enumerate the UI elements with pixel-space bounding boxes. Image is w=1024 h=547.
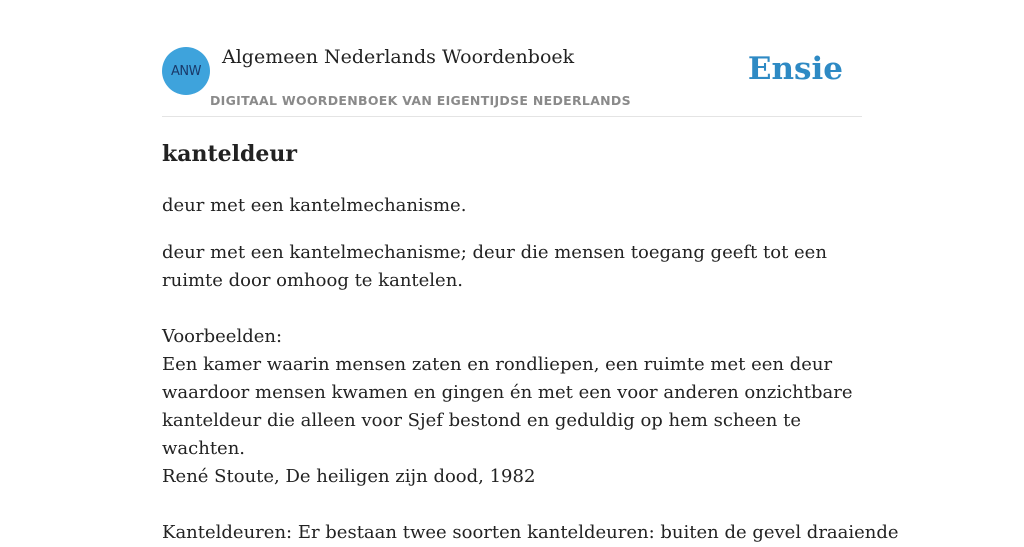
examples-label: Voorbeelden: [162, 326, 283, 347]
example-quote: Een kamer waarin mensen zaten en rondliepen, een ruimte met een deur waardoor mensen kwamen en gingen én met een voor anderen onzichtbare kanteldeur die alleen voor Sjef bestond en geduldig op hem scheen te wachten. [162, 354, 853, 459]
short-definition: deur met een kantelmechanisme. [162, 195, 467, 216]
site-header [162, 0, 862, 117]
page-title: kanteldeur [162, 141, 297, 167]
site-subtitle: DIGITAAL WOORDENBOEK VAN EIGENTIJDSE NEDERLANDS [210, 93, 631, 108]
entry-content [162, 138, 899, 547]
example-quote-2: Kanteldeuren: Er bestaan twee soorten kanteldeuren: buiten de gevel draaiende [162, 522, 899, 543]
ensie-logo[interactable]: Ensie [747, 51, 843, 87]
long-definition: deur met een kantelmechanisme; deur die mensen toegang geeft tot een ruimte door omhoog te kantelen. [162, 242, 827, 291]
logo-text: ANW [171, 63, 201, 79]
anw-logo[interactable] [162, 47, 210, 95]
site-title[interactable]: Algemeen Nederlands Woordenboek [222, 46, 575, 68]
example-source: René Stoute, De heiligen zijn dood, 1982 [162, 466, 536, 487]
